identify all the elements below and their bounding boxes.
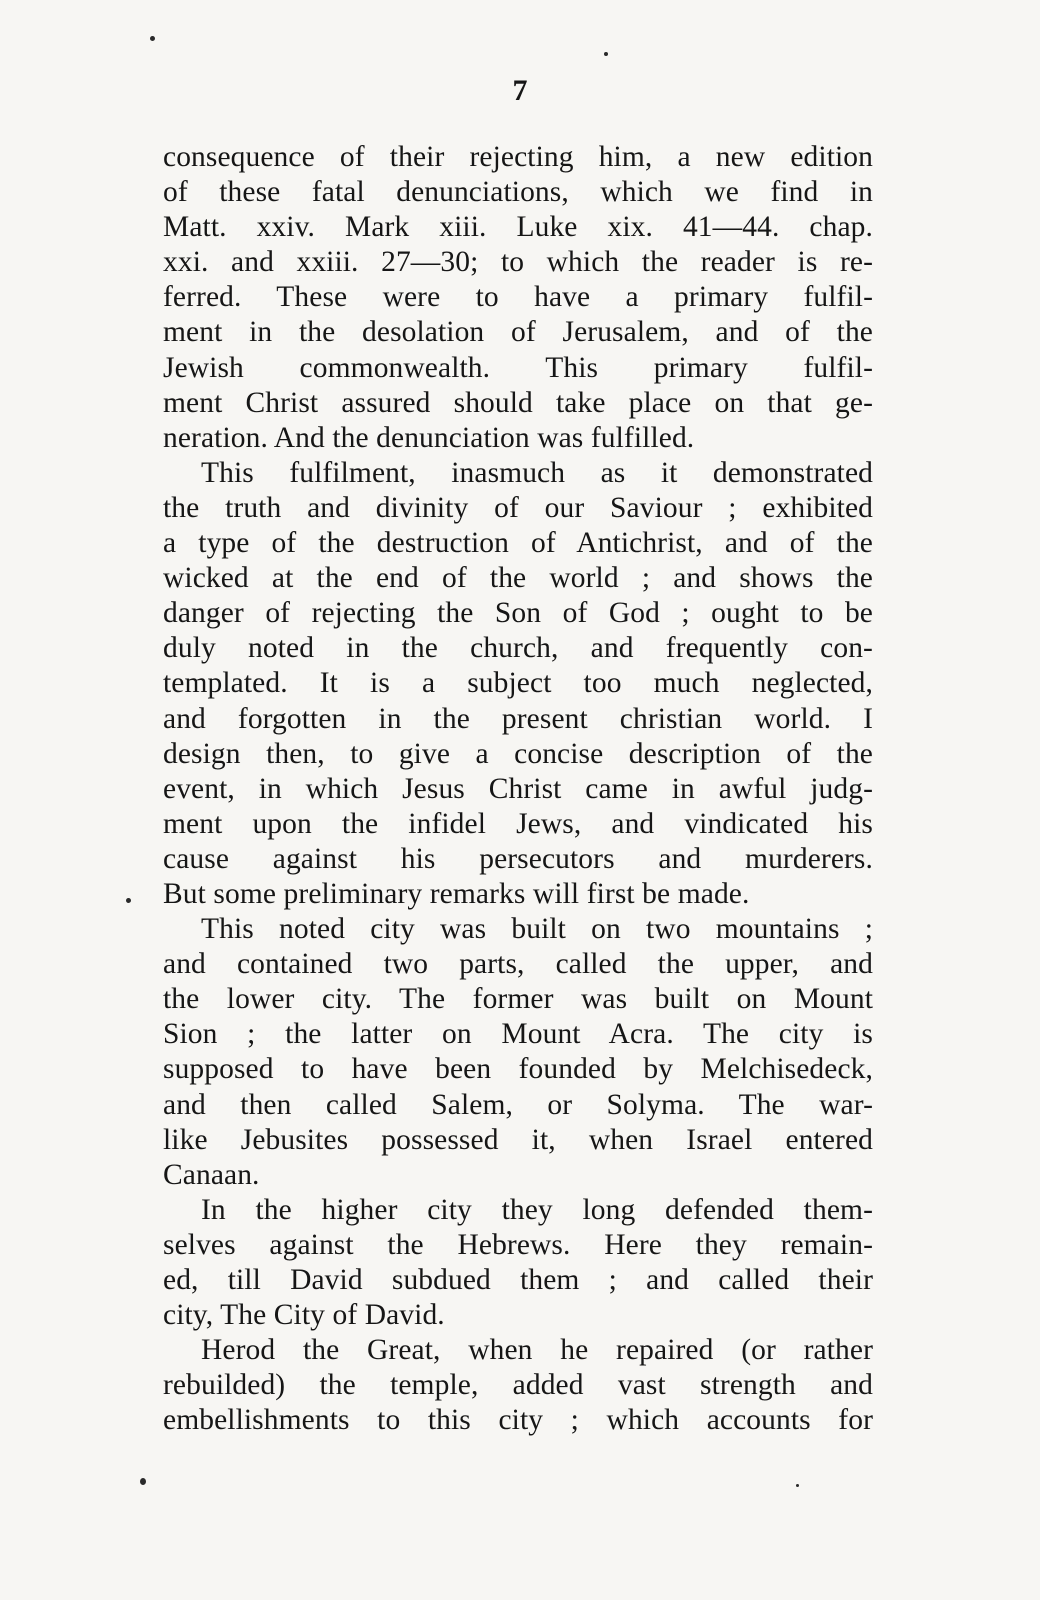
- text-line: and then called Salem, or Solyma. The war-: [163, 1088, 873, 1121]
- paragraph: [163, 1193, 873, 1333]
- text-line: supposed to have been founded by Melchisedeck,: [163, 1053, 873, 1086]
- page-number: 7: [512, 74, 528, 107]
- text-line: neration. And the denunciation was fulfilled.: [163, 421, 695, 454]
- text-line: consequence of their rejecting him, a new edition: [163, 141, 873, 173]
- text-line: event, in which Jesus Christ came in awful judg-: [163, 772, 873, 805]
- paragraph: [163, 912, 873, 1193]
- text-line: and contained two parts, called the upper, and: [163, 948, 873, 981]
- text-line: This noted city was built on two mountains ;: [201, 913, 873, 946]
- text-line: Herod the Great, when he repaired (or rather: [201, 1334, 873, 1367]
- scan-speck: [126, 898, 131, 903]
- paragraph: [163, 1333, 873, 1438]
- text-line: Canaan.: [163, 1158, 260, 1191]
- scan-speck: [604, 52, 608, 56]
- text-line: ment upon the infidel Jews, and vindicated his: [163, 807, 873, 840]
- text-line: This fulfilment, inasmuch as it demonstrated: [201, 456, 873, 489]
- text-line: rebuilded) the temple, added vast strength and: [163, 1369, 873, 1402]
- text-line: embellishments to this city ; which accounts for: [163, 1404, 873, 1437]
- text-line: cause against his persecutors and murderers.: [163, 842, 873, 875]
- paragraph: [163, 140, 873, 456]
- text-line: danger of rejecting the Son of God ; ought to be: [163, 597, 873, 630]
- scan-speck: [796, 1484, 799, 1487]
- text-line: Matt. xxiv. Mark xiii. Luke xix. 41—44. chap.: [163, 211, 873, 244]
- paragraph: [163, 456, 873, 912]
- text-line: the lower city. The former was built on Mount: [163, 983, 873, 1016]
- text-line: of these fatal denunciations, which we find in: [163, 176, 873, 209]
- text-line: design then, to give a concise description of the: [163, 737, 873, 770]
- text-line: But some preliminary remarks will first be made.: [163, 877, 750, 910]
- text-line: city, The City of David.: [163, 1299, 445, 1332]
- text-line: templated. It is a subject too much neglected,: [163, 667, 873, 700]
- text-line: wicked at the end of the world ; and shows the: [163, 562, 873, 595]
- text-line: selves against the Hebrews. Here they remain-: [163, 1228, 873, 1261]
- text-line: ment in the desolation of Jerusalem, and of the: [163, 316, 873, 349]
- text-line: In the higher city they long defended them-: [201, 1193, 873, 1226]
- text-line: ferred. These were to have a primary fulfil-: [163, 281, 873, 314]
- text-line: ment Christ assured should take place on that ge-: [163, 386, 873, 419]
- text-line: duly noted in the church, and frequently con-: [163, 632, 873, 665]
- text-line: and forgotten in the present christian world. I: [163, 702, 873, 735]
- scan-speck: [150, 36, 155, 41]
- text-line: a type of the destruction of Antichrist, and of the: [163, 527, 873, 560]
- scan-speck: [140, 1478, 146, 1485]
- text-line: ed, till David subdued them ; and called their: [163, 1264, 873, 1296]
- text-line: Jewish commonwealth. This primary fulfil-: [163, 351, 873, 384]
- body-text: [163, 140, 873, 1438]
- text-line: Sion ; the latter on Mount Acra. The city is: [163, 1018, 873, 1051]
- text-line: like Jebusites possessed it, when Israel entered: [163, 1123, 873, 1156]
- text-line: the truth and divinity of our Saviour ; exhibited: [163, 491, 873, 524]
- text-line: xxi. and xxiii. 27—30; to which the reader is re-: [163, 246, 873, 279]
